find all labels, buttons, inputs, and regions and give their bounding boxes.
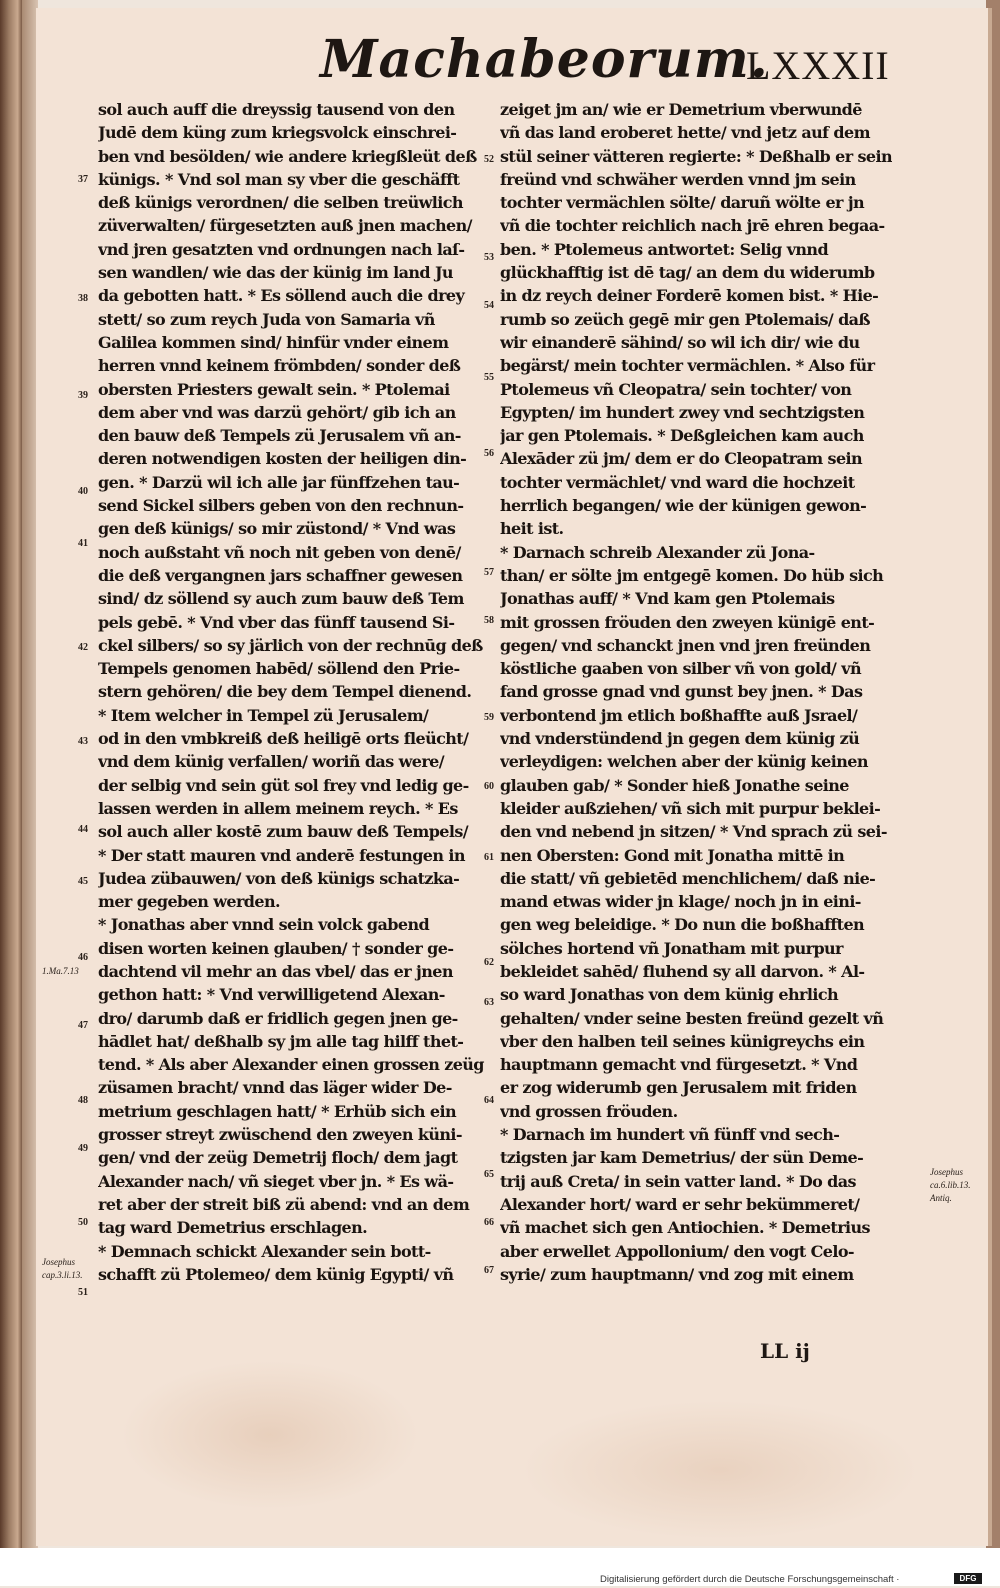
- text-line: * Der statt mauren vnd anderē festungen in: [98, 845, 465, 865]
- text-line: vñ das land eroberet hette/ vnd jetz auf dem: [500, 123, 870, 143]
- text-line: so ward Jonathas von dem künig ehrlich: [500, 985, 838, 1005]
- text-line: pels gebē. * Vnd vber das fünff tausend Si-: [98, 612, 455, 632]
- verse-number: 49: [78, 1143, 88, 1154]
- verse-number: 55: [484, 372, 494, 383]
- verse-number: 58: [484, 615, 494, 626]
- text-line: noch außstaht vñ noch nit geben von denē/: [98, 542, 461, 562]
- text-line: er zog widerumb gen Jerusalem mit friden: [500, 1078, 857, 1098]
- text-line: verleydigen: welchen aber der künig keinen: [500, 752, 868, 772]
- verse-number: 59: [484, 712, 494, 723]
- text-line: tend. * Als aber Alexander einen grossen zeüg: [98, 1055, 484, 1075]
- water-stain: [120, 1360, 420, 1510]
- text-line: obersten Priesters gewalt sein. * Ptolemai: [98, 379, 450, 399]
- verse-number: 53: [484, 252, 494, 263]
- text-line: vñ machet sich gen Antiochien. * Demetrius: [500, 1218, 870, 1238]
- text-line: Ptolemeus vñ Cleopatra/ sein tochter/ von: [500, 379, 852, 399]
- text-line: * Darnach im hundert vñ fünff vnd sech-: [500, 1125, 840, 1145]
- verse-number: 64: [484, 1095, 494, 1106]
- text-line: freünd vnd schwäher werden vnnd jm sein: [500, 169, 856, 189]
- verse-number: 54: [484, 300, 494, 311]
- text-line: Tempels genomen habēd/ söllend den Prie-: [98, 659, 460, 679]
- text-line: Alexander hort/ ward er sehr bekümmeret/: [500, 1194, 860, 1214]
- text-line: metrium geschlagen hatt/ * Erhüb sich ein: [98, 1101, 457, 1121]
- text-line: sol auch auff die dreyssig tausend von den: [98, 100, 455, 119]
- text-line: vnd jren gesatzten vnd ordnungen nach laſ-: [98, 239, 465, 259]
- text-line: tag ward Demetrius erschlagen.: [98, 1218, 368, 1238]
- text-line: stern gehören/ die bey dem Tempel dienend.: [98, 682, 472, 702]
- text-line: die statt/ vñ gebietēd menchlichem/ daß nie-: [500, 868, 876, 888]
- verse-number: 40: [78, 486, 88, 497]
- verse-number: 42: [78, 642, 88, 653]
- text-line: Galilea kommen sind/ hinfür vnder einem: [98, 332, 449, 352]
- text-line: nen Obersten: Gond mit Jonatha mittē in: [500, 845, 845, 865]
- text-line: herrlich begangen/ wie der künigen gewon-: [500, 496, 867, 516]
- text-line: die deß vergangnen jars schaffner gewesen: [98, 565, 463, 585]
- verse-number: 47: [78, 1020, 88, 1031]
- verse-number: 67: [484, 1265, 494, 1276]
- text-line: mand etwas wider jn klage/ noch jn in eini-: [500, 892, 861, 912]
- text-line: der selbig vnd sein güt sol frey vnd ledig ge-: [98, 775, 469, 795]
- dfg-logo: DFG: [954, 1573, 982, 1584]
- verse-number: 50: [78, 1217, 88, 1228]
- text-line: vnd vnderstündend jn gegen dem künig zü: [500, 729, 860, 749]
- verse-number: 46: [78, 952, 88, 963]
- text-line: heit ist.: [500, 519, 564, 539]
- verse-number: 56: [484, 448, 494, 459]
- text-line: stett/ so zum reych Juda von Samaria vñ: [98, 309, 435, 329]
- text-line: * Jonathas aber vnnd sein volck gabend: [98, 915, 430, 935]
- text-line: dro/ darumb daß er fridlich gegen jnen ge-: [98, 1008, 458, 1028]
- text-line: send Sickel silbers geben von den rechnun-: [98, 496, 464, 516]
- text-line: schafft zü Ptolemeo/ dem künig Egypti/ vñ: [98, 1264, 454, 1284]
- text-line: künigs. * Vnd sol man sy vber die geschäfft: [98, 169, 460, 189]
- text-line: gehalten/ vnder seine besten freünd gezelt vñ: [500, 1008, 884, 1028]
- text-line: vñ die tochter reichlich nach jrē ehren begaa-: [500, 216, 885, 236]
- text-line: aber erwellet Appollonium/ den vogt Celo-: [500, 1241, 854, 1261]
- text-line: zeiget jm an/ wie er Demetrium vberwundē: [500, 100, 862, 119]
- text-line: Jonathas auff/ * Vnd kam gen Ptolemais: [500, 589, 835, 609]
- verse-number: 43: [78, 736, 88, 747]
- footer-credit: Digitalisierung gefördert durch die Deutsche Forschungsgemeinschaft ·: [600, 1574, 900, 1585]
- verse-number: 61: [484, 852, 494, 863]
- verse-number: 38: [78, 293, 88, 304]
- text-line: begärst/ mein tochter vermächlen. * Also für: [500, 356, 875, 376]
- text-line: vnd grossen fröuden.: [500, 1101, 678, 1121]
- verse-number: 41: [78, 538, 88, 549]
- verse-number: 44: [78, 824, 88, 835]
- text-line: jar gen Ptolemais. * Deßgleichen kam auch: [500, 426, 864, 446]
- text-line: ben. * Ptolemeus antwortet: Selig vnnd: [500, 239, 829, 259]
- text-line: sen wandlen/ wie das der künig im land Ju: [98, 263, 453, 283]
- text-line: stül seiner vätteren regierte: * Deßhalb er sein: [500, 146, 892, 166]
- text-line: * Demnach schickt Alexander sein bott-: [98, 1241, 431, 1261]
- text-line: den bauw deß Tempels zü Jerusalem vñ an-: [98, 426, 461, 446]
- margin-note: ca.6.lib.13.: [930, 1180, 971, 1190]
- margin-note: Josephus: [42, 1257, 75, 1267]
- text-line: Alexander nach/ vñ sieget vber jn. * Es wä-: [98, 1171, 454, 1191]
- text-line: wir einanderē sähind/ so wil ich dir/ wie du: [500, 332, 860, 352]
- text-line: tochter vermächlet/ vnd ward die hochzeit: [500, 472, 855, 492]
- text-line: da gebotten hatt. * Es söllend auch die drey: [98, 286, 465, 306]
- text-line: vber den halben teil seines künigreychs ein: [500, 1031, 865, 1051]
- verse-number: 39: [78, 390, 88, 401]
- text-line: gethon hatt: * Vnd verwilligetend Alexan-: [98, 985, 445, 1005]
- text-line: züsamen bracht/ vnnd das läger wider De-: [98, 1078, 452, 1098]
- book-spine: [0, 0, 22, 1548]
- signature-mark: LL ij: [760, 1339, 810, 1363]
- text-column-right: [500, 98, 892, 1286]
- margin-note: Josephus: [930, 1167, 963, 1177]
- text-line: kleider außziehen/ vñ sich mit purpur beklei-: [500, 798, 881, 818]
- verse-number: 60: [484, 781, 494, 792]
- margin-note: 1.Ma.7.13: [42, 966, 79, 976]
- text-line: Judē dem küng zum kriegsvolck einschrei-: [98, 123, 457, 143]
- text-line: tochter vermächlen sölte/ daruñ wölte er jn: [500, 193, 865, 213]
- text-line: hādlet hat/ deßhalb sy jm alle tag hilff thet-: [98, 1031, 464, 1051]
- text-line: herren vnnd keinem frömbden/ sonder deß: [98, 356, 461, 376]
- verse-number: 66: [484, 1217, 494, 1228]
- text-line: mer gegeben werden.: [98, 892, 280, 912]
- margin-note: Antiq.: [930, 1193, 952, 1203]
- text-line: tzigsten jar kam Demetrius/ der sün Deme-: [500, 1148, 864, 1168]
- verse-number: 63: [484, 997, 494, 1008]
- text-line: gen. * Darzü wil ich alle jar fünffzehen tau-: [98, 472, 460, 492]
- text-line: in dz reych deiner Forderē komen bist. * Hie-: [500, 286, 879, 306]
- text-line: lassen werden in allem meinem reych. * Es: [98, 798, 458, 818]
- text-line: Judea zübauwen/ von deß künigs schatzka-: [98, 868, 460, 888]
- text-line: sind/ dz söllend sy auch zum bauw deß Tem: [98, 589, 464, 609]
- text-line: gegen/ vnd schanckt jnen vnd jren freünden: [500, 635, 871, 655]
- text-line: trij auß Creta/ in sein vatter land. * Do das: [500, 1171, 856, 1191]
- verse-number: 57: [484, 567, 494, 578]
- text-line: sol auch aller kostē zum bauw deß Tempels/: [98, 822, 469, 842]
- text-line: disen worten keinen glauben/ † sonder ge-: [98, 938, 454, 958]
- text-line: sölches hortend vñ Jonatham mit purpur: [500, 938, 843, 958]
- text-line: Egypten/ im hundert zwey vnd sechtzigsten: [500, 402, 865, 422]
- text-line: gen weg beleidige. * Do nun die boßhafften: [500, 915, 865, 935]
- running-title: Machabeorum.: [320, 29, 769, 90]
- text-line: syrie/ zum hauptmann/ vnd zog mit einem: [500, 1264, 854, 1284]
- text-column-left: [98, 98, 488, 1286]
- text-line: verbontend jm etlich boßhaffte auß Jsrael/: [500, 705, 858, 725]
- verse-number: 48: [78, 1095, 88, 1106]
- text-line: grosser streyt zwüschend den zweyen küni-: [98, 1125, 462, 1145]
- text-line: glückhafftig ist dē tag/ an dem du widerumb: [500, 263, 875, 283]
- text-line: ckel silbers/ so sy järlich von der rechnūg deß: [98, 635, 483, 655]
- water-stain: [520, 1400, 920, 1540]
- text-line: deren notwendigen kosten der heiligen din-: [98, 449, 467, 469]
- text-line: vnd dem künig verfallen/ woriñ das were/: [98, 752, 444, 772]
- text-line: dachtend vil mehr an das vbel/ das er jnen: [98, 961, 453, 981]
- text-line: glauben gab/ * Sonder hieß Jonathe seine: [500, 775, 849, 795]
- verse-number: 65: [484, 1169, 494, 1180]
- margin-note: cap.3.li.13.: [42, 1270, 83, 1280]
- text-line: bekleidet sahēd/ fluhend sy all darvon. * Al-: [500, 961, 865, 981]
- text-line: ret aber der streit biß zü abend: vnd an dem: [98, 1194, 470, 1214]
- text-line: deß künigs verordnen/ die selben treüwlich: [98, 193, 463, 213]
- text-line: dem aber vnd was darzü gehört/ gib ich an: [98, 402, 456, 422]
- verse-number: 51: [78, 1287, 88, 1298]
- text-line: mit grossen fröuden den zweyen künigē ent-: [500, 612, 875, 632]
- text-line: ben vnd besölden/ wie andere kriegßleüt deß: [98, 146, 477, 166]
- verse-number: 52: [484, 154, 494, 165]
- text-line: than/ er sölte jm entgegē komen. Do hüb sich: [500, 565, 884, 585]
- text-line: rumb so zeüch gegē mir gen Ptolemais/ daß: [500, 309, 870, 329]
- verse-number: 45: [78, 876, 88, 887]
- text-line: Alexāder zü jm/ dem er do Cleopatram sein: [500, 449, 863, 469]
- verse-number: 62: [484, 957, 494, 968]
- text-line: * Darnach schreib Alexander zü Jona-: [500, 542, 815, 562]
- text-line: hauptmann gemacht vnd fürgesetzt. * Vnd: [500, 1055, 858, 1075]
- text-line: den vnd nebend jn sitzen/ * Vnd sprach zü sei-: [500, 822, 887, 842]
- text-line: fand grosse gnad vnd gunst bey jnen. * Das: [500, 682, 863, 702]
- folio-number: LXXXII: [746, 43, 890, 88]
- verse-number: 37: [78, 174, 88, 185]
- text-line: * Item welcher in Tempel zü Jerusalem/: [98, 705, 429, 725]
- text-line: gen deß künigs/ so mir züstond/ * Vnd was: [98, 519, 456, 539]
- text-line: od in den vmbkreiß deß heiligē orts fleücht/: [98, 729, 469, 749]
- text-line: gen/ vnd der zeüg Demetrij floch/ dem jagt: [98, 1148, 458, 1168]
- text-line: köstliche gaaben von silber vñ von gold/ vñ: [500, 659, 861, 679]
- text-line: züverwalten/ fürgesetzten auß jnen machen/: [98, 216, 472, 236]
